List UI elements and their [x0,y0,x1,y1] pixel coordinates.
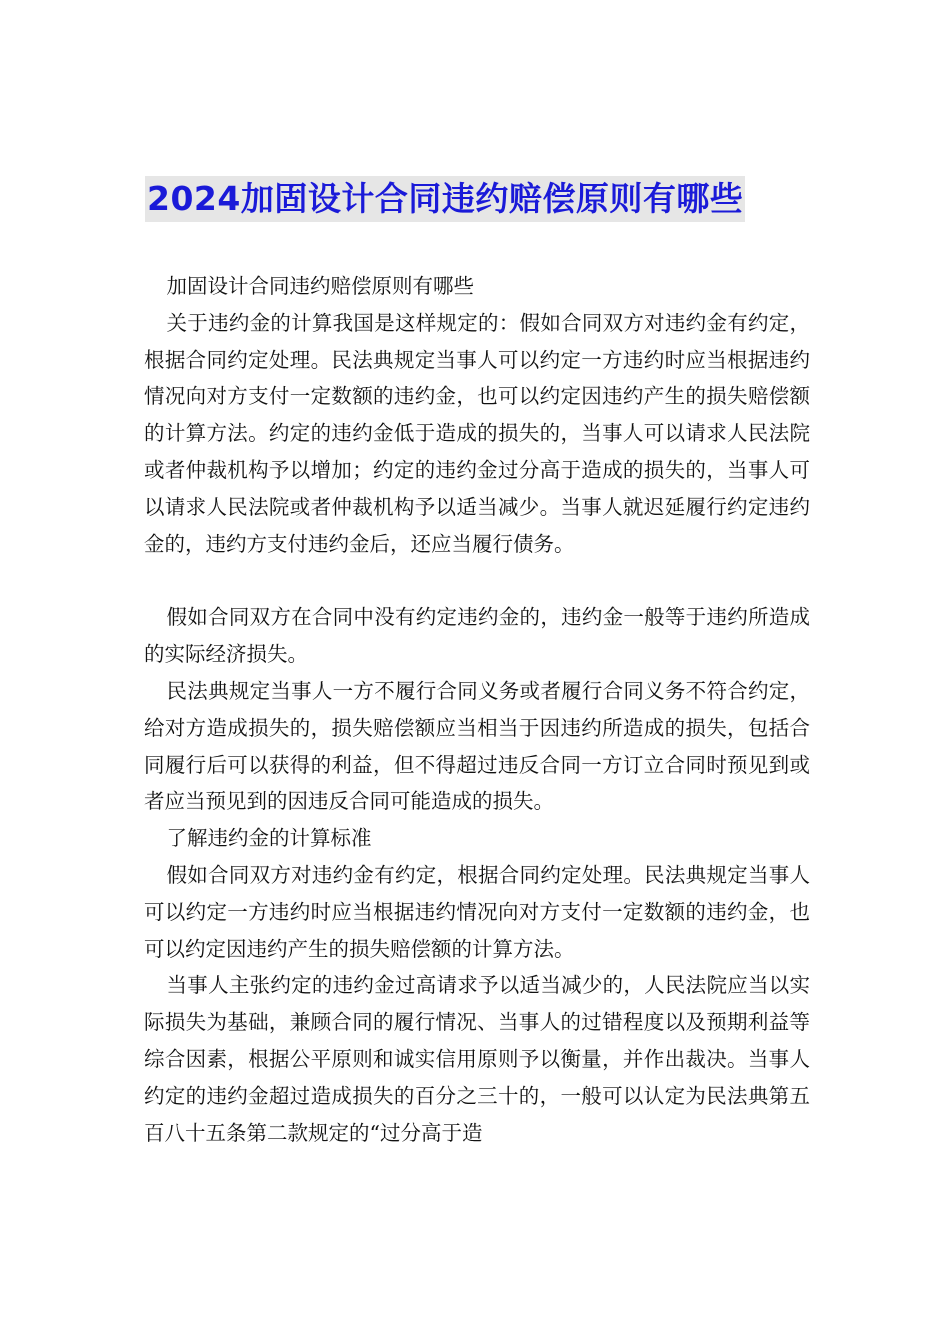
paragraph-spacer [144,562,810,599]
paragraph-subtitle: 加固设计合同违约赔偿原则有哪些 [166,274,475,298]
paragraph-excessive-penalty: 当事人主张约定的违约金过高请求予以适当减少的，人民法院应当以实际损失为基础，兼顾合同的履行情况、当事人的过错程度以及预期利益等综合因素，根据公平原则和诚实信用原则予以衡量，并作出裁决。当事人约定的违约金超过造成损失的百分之三十的，一般可以认定为民法典第五百八十五条第二款规定的“过分高于造 [144,973,810,1145]
paragraph-penalty-calculation: 关于违约金的计算我国是这样规定的：假如合同双方对违约金有约定，根据合同约定处理。民法典规定当事人可以约定一方违约时应当根据违约情况向对方支付一定数额的违约金，也可以约定因违约产生的损失赔偿额的计算方法。约定的违约金低于造成的损失的，当事人可以请求人民法院或者仲裁机构予以增加；约定的违约金过分高于造成的损失的，当事人可以请求人民法院或者仲裁机构予以适当减少。当事人就迟延履行约定违约金的，违约方支付违约金后，还应当履行债务。 [144,310,810,556]
paragraph-no-agreed-penalty: 假如合同双方在合同中没有约定违约金的，违约金一般等于违约所造成的实际经济损失。 [144,605,810,667]
paragraph-damages-scope: 民法典规定当事人一方不履行合同义务或者履行合同义务不符合约定，给对方造成损失的，损失赔偿额应当相当于因违约所造成的损失，包括合同履行后可以获得的利益，但不得超过违反合同一方订立合同时预见到或者应当预见到的因违反合同可能造成的损失。 [144,678,810,814]
document-title: 2024加固设计合同违约赔偿原则有哪些 [145,176,745,222]
paragraph-agreed-penalty: 假如合同双方对违约金有约定，根据合同约定处理。民法典规定当事人可以约定一方违约时应当根据违约情况向对方支付一定数额的违约金，也可以约定因违约产生的损失赔偿额的计算方法。 [144,862,810,961]
paragraph-section-heading: 了解违约金的计算标准 [166,826,372,851]
document-body [144,268,810,1151]
